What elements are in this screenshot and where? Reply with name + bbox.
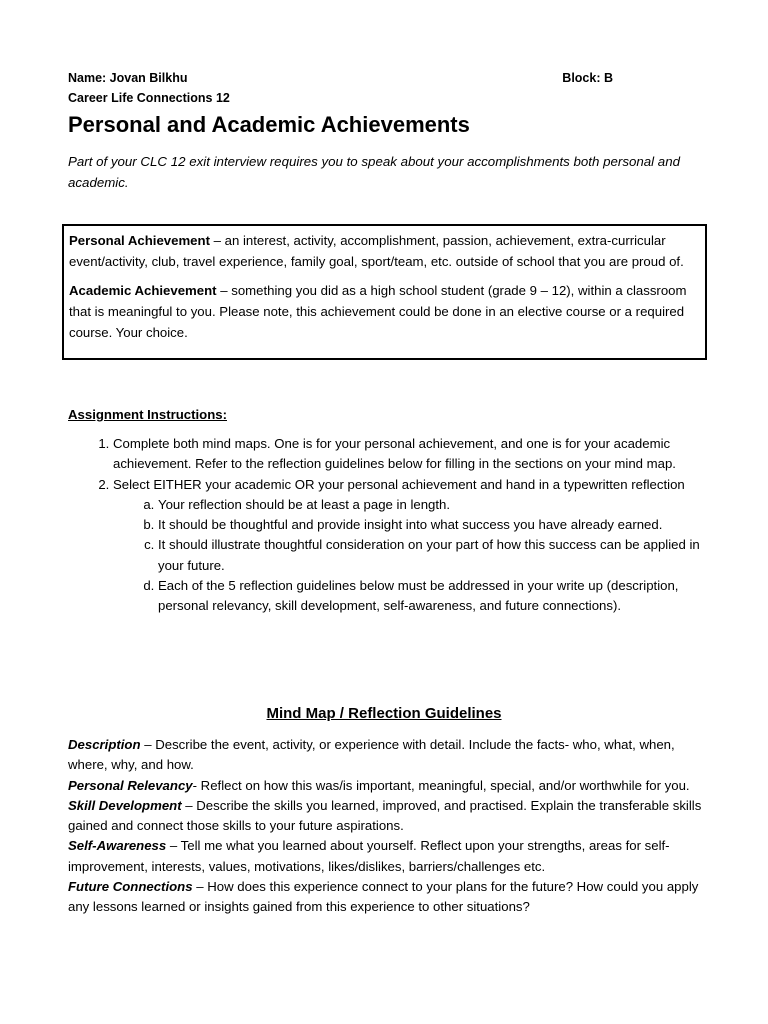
block-label: Block: B xyxy=(562,71,613,85)
sub-list-item: a. Your reflection should be at least a page in length. xyxy=(158,495,708,515)
guideline-term: Future Connections xyxy=(68,879,193,895)
guideline-term: Personal Relevancy xyxy=(68,777,193,793)
definition-term: Personal Achievement xyxy=(69,233,210,248)
sub-list-item: b. It should be thoughtful and provide insight into what success you have already earned. xyxy=(158,515,708,535)
definition-academic xyxy=(69,280,699,343)
guideline-term: Skill Development xyxy=(68,797,182,813)
guideline-future-connections: Future Connections – How does this experience connect to your plans for the future? How could you apply any lessons learned or insights gained from this experience to other situations? xyxy=(68,879,699,915)
student-name: Name: Jovan Bilkhu xyxy=(68,71,188,85)
header-row xyxy=(68,69,613,87)
guideline-term: Self-Awareness xyxy=(68,838,167,854)
guideline-term: Description xyxy=(68,737,141,752)
intro-text: Part of your CLC 12 exit interview requires you to speak about your accomplishments both personal and academic. xyxy=(68,154,680,190)
list-item: 2. Select EITHER your academic OR your personal achievement and hand in a typewritten reflection a. Your reflection should be at least a page in length. b. It should be thoughtful and provide insight into what success you have already earned. c. It should illustrate thoughtful consideration on your part of how this success can be applied in your future. d. Each of the 5 reflection guidelines below must be addressed in your write up (description, personal relevancy, skill development, self-awareness, and future connections). xyxy=(113,475,708,617)
guidelines-list xyxy=(68,735,708,918)
page-title: Personal and Academic Achievements xyxy=(68,112,470,137)
course-name: Career Life Connections 12 xyxy=(68,91,230,105)
definitions-box xyxy=(62,224,707,360)
definition-text: – something you did as a high school student (grade 9 – 12), within a classroom that is meaningful to you. Please note, this achievement could be done in an elective course or a required course. Your choice. xyxy=(69,283,687,340)
instructions-list xyxy=(68,434,708,617)
guidelines-title: Mind Map / Reflection Guidelines xyxy=(266,705,502,722)
guideline-self-awareness: Self-Awareness – Tell me what you learned about yourself. Reflect upon your strengths, areas for self-improvement, interests, values, motivations, likes/dislikes, barriers/challenges etc. xyxy=(68,838,670,874)
guideline-description: Description – Describe the event, activity, or experience with detail. Include the facts- who, what, when, where, why, and how. xyxy=(68,737,675,773)
definition-term: Academic Achievement xyxy=(69,283,217,298)
instructions-title: Assignment Instructions: xyxy=(68,407,227,422)
sub-list-item: d. Each of the 5 reflection guidelines below must be addressed in your write up (description, personal relevancy, skill development, self-awareness, and future connections). xyxy=(158,576,708,617)
list-item: 1. Complete both mind maps. One is for your personal achievement, and one is for your academic achievement. Refer to the reflection guidelines below for filling in the sections on your mind map. xyxy=(113,434,708,475)
guideline-personal-relevancy: Personal Relevancy- Reflect on how this was/is important, meaningful, special, and/or worthwhile for you. xyxy=(68,777,690,793)
sub-list-item: c. It should illustrate thoughtful consideration on your part of how this success can be applied in your future. xyxy=(158,535,708,576)
definition-text: – an interest, activity, accomplishment, passion, achievement, extra-curricular event/activity, club, travel experience, family goal, sport/team, etc. outside of school that you are proud of. xyxy=(69,233,684,269)
definition-personal xyxy=(69,230,699,272)
guideline-skill-development: Skill Development – Describe the skills you learned, improved, and practised. Explain the transferable skills gained and connect those skills to your future aspirations. xyxy=(68,797,702,834)
sub-list xyxy=(113,495,708,617)
